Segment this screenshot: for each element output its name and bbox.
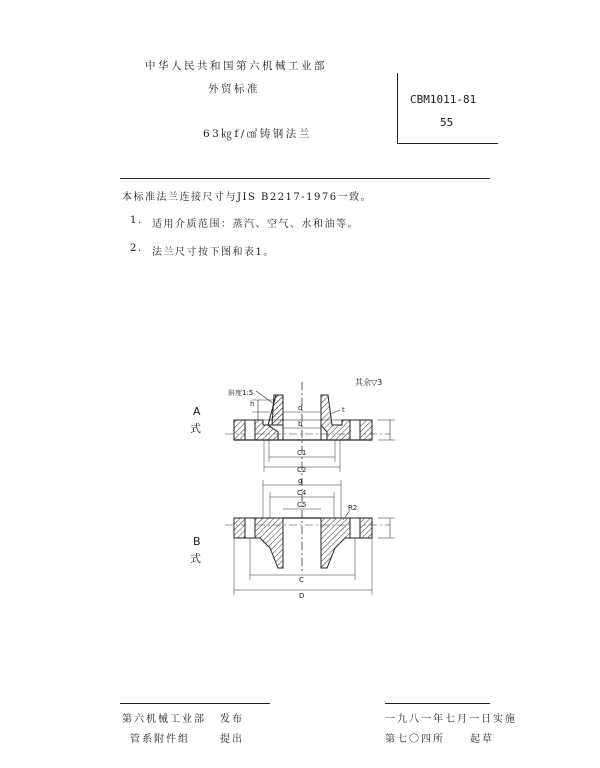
dim-label-d: d (298, 404, 303, 412)
type-b-char: 式 (190, 552, 201, 565)
intro-text: 本标准法兰连接尺寸与JIS B2217-1976一致。 (122, 192, 373, 203)
dim-label-c4: C4 (297, 489, 307, 497)
dim-label-c1: C1 (297, 449, 307, 457)
footer-rule-left (120, 703, 270, 704)
effective-date: 一九八一年七月一日实施 (385, 714, 517, 725)
document-title: 63㎏f/㎠铸钢法兰 (203, 128, 312, 140)
dim-label-c2: C2 (297, 466, 307, 474)
drafter-action: 起草 (470, 734, 494, 745)
proposer: 管系附件组 (130, 734, 190, 745)
item-1-text: 适用介质范围：蒸汽、空气、水和油等。 (152, 219, 359, 230)
dim-label-h: h (250, 400, 255, 408)
item-2-number: 2. (130, 243, 143, 254)
dim-label-D: D (299, 592, 305, 600)
dim-label-c: C (299, 576, 304, 584)
type-b-letter: B (193, 535, 201, 548)
footer-rule-right (385, 703, 490, 704)
page-code: 55 (440, 116, 454, 129)
proposer-action: 提出 (220, 734, 244, 745)
dim-label-c5: C5 (297, 501, 307, 509)
type-a-char: 式 (190, 422, 201, 435)
taper-note: 斜度1:5 (228, 389, 254, 397)
dim-label-b: b (298, 420, 303, 428)
publisher: 第六机械工业部 (122, 714, 206, 725)
type-a-letter: A (193, 405, 201, 418)
ministry-title: 中华人民共和国第六机械工业部 (145, 60, 327, 72)
surface-finish-note: 其余▽3 (355, 378, 383, 387)
dim-label-r2: R2 (348, 504, 358, 512)
publisher-action: 发布 (220, 714, 244, 725)
dim-label-g: g (298, 477, 303, 485)
standard-code: CBM1011-81 (410, 93, 477, 106)
type-b-section (225, 478, 395, 595)
item-2-text: 法兰尺寸按下图和表1。 (152, 247, 275, 258)
standard-category: 外贸标准 (208, 83, 260, 95)
dim-label-t: t (342, 406, 345, 414)
drafter: 第七〇四所 (385, 734, 445, 745)
item-1-number: 1. (130, 215, 143, 226)
